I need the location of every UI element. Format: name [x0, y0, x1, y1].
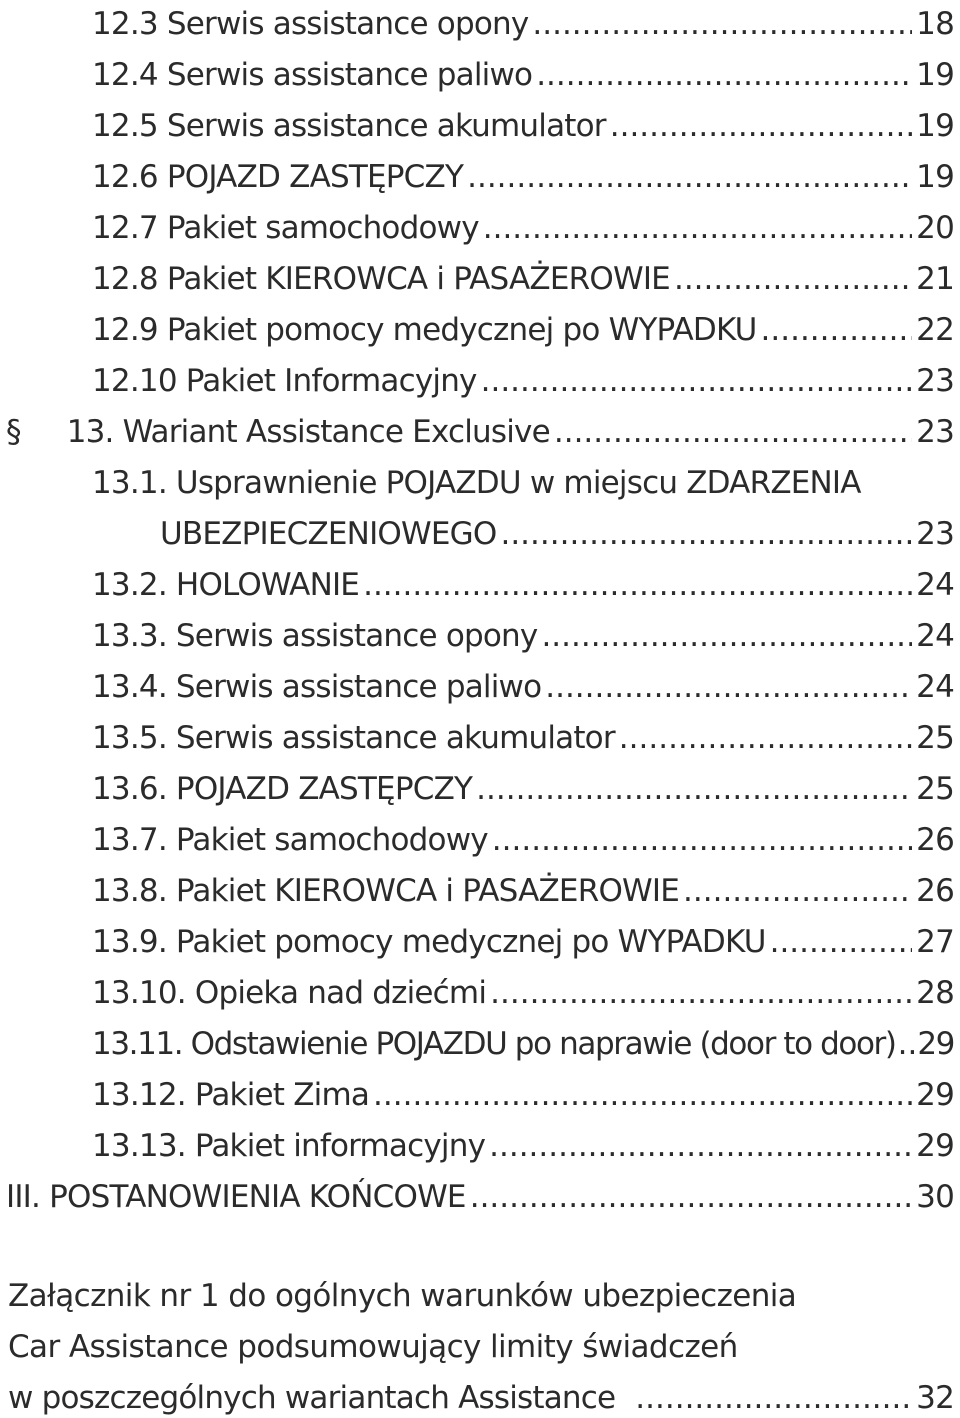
toc-entry-page: 24 — [916, 618, 954, 654]
toc-entry[interactable] — [6, 1167, 954, 1217]
toc-entry-label: 12.4 Serwis assistance paliwo — [92, 57, 533, 93]
toc-entry[interactable] — [92, 861, 954, 911]
toc-entry-page: 23 — [916, 363, 954, 399]
leader-dots — [492, 820, 912, 860]
leader-dots — [683, 871, 912, 911]
toc-entry-page: 27 — [916, 924, 954, 960]
toc-entry-label: 13.7. Pakiet samochodowy — [92, 822, 488, 858]
toc-entry-page: 29 — [917, 1026, 954, 1062]
toc-entry[interactable] — [92, 147, 954, 197]
toc-entry-page: 19 — [916, 57, 954, 93]
toc-entry[interactable] — [92, 1065, 954, 1115]
toc-entry-page: 24 — [916, 567, 954, 603]
leader-dots — [619, 718, 912, 758]
toc-entry-label: 12.8 Pakiet KIEROWCA i PASAŻEROWIE — [92, 261, 670, 297]
leader-dots — [674, 259, 912, 299]
annex-entry[interactable] — [8, 1368, 954, 1418]
toc-entry-label: 12.9 Pakiet pomocy medycznej po WYPADKU — [92, 312, 757, 348]
leader-dots — [483, 208, 912, 248]
toc-entry[interactable] — [92, 759, 954, 809]
toc-entry-label: 13.4. Serwis assistance paliwo — [92, 669, 542, 705]
leader-dots — [476, 769, 912, 809]
toc-entry-label: 12.3 Serwis assistance opony — [92, 6, 529, 42]
toc-entry[interactable] — [92, 0, 954, 44]
toc-entry-page: 28 — [916, 975, 954, 1011]
toc-entry-page: 25 — [916, 771, 954, 807]
toc-entry-label: 13.11. Odstawienie POJAZDU po naprawie (door to door) — [92, 1026, 896, 1062]
toc-entry-page: 29 — [916, 1128, 954, 1164]
toc-entry-page: 29 — [916, 1077, 954, 1113]
leader-dots — [490, 973, 912, 1013]
toc-entry-label: 13.1. Usprawnienie POJAZDU w miejscu ZDARZENIA — [92, 465, 861, 501]
toc-entry-label: 13.6. POJAZD ZASTĘPCZY — [92, 771, 473, 807]
leader-dots — [481, 361, 913, 401]
leader-dots — [610, 106, 912, 146]
toc-entry[interactable] — [92, 810, 954, 860]
toc-entry-label: 13.12. Pakiet Zima — [92, 1077, 370, 1113]
leader-dots — [554, 412, 912, 452]
toc-entry-first-line[interactable] — [92, 453, 861, 503]
toc-entry-page: 18 — [916, 6, 954, 42]
toc-entry-label: 13.8. Pakiet KIEROWCA i PASAŻEROWIE — [92, 873, 680, 909]
leader-dots — [545, 667, 912, 707]
toc-entry-continuation[interactable] — [160, 504, 954, 554]
toc-entry-label: 13.13. Pakiet informacyjny — [92, 1128, 486, 1164]
toc-entry[interactable] — [92, 351, 954, 401]
toc-entry-label: UBEZPIECZENIOWEGO — [160, 516, 497, 552]
toc-entry-label: 13.9. Pakiet pomocy medycznej po WYPADKU — [92, 924, 766, 960]
leader-dots — [541, 616, 912, 656]
toc-entry-label: III. POSTANOWIENIA KOŃCOWE — [6, 1179, 466, 1215]
toc-entry[interactable] — [92, 198, 954, 248]
toc-entry-page: 30 — [916, 1179, 954, 1215]
toc-entry-label: 12.5 Serwis assistance akumulator — [92, 108, 606, 144]
toc-entry[interactable] — [92, 963, 954, 1013]
toc-entry[interactable] — [92, 657, 954, 707]
toc-entry[interactable] — [92, 96, 954, 146]
annex-title-line-2 — [8, 1317, 738, 1367]
toc-entry[interactable] — [92, 606, 954, 656]
leader-dots — [761, 310, 913, 350]
toc-entry-page: 24 — [916, 669, 954, 705]
toc-entry-label: w poszczególnych wariantach Assistance — [8, 1380, 616, 1416]
toc-entry[interactable] — [92, 1116, 954, 1166]
toc-entry-label: 12.10 Pakiet Informacyjny — [92, 363, 477, 399]
annex-text: Załącznik nr 1 do ogólnych warunków ubezpieczenia — [8, 1278, 797, 1314]
toc-entry[interactable] — [92, 249, 954, 299]
toc-entry-page: 22 — [916, 312, 954, 348]
toc-entry-page: 23 — [916, 516, 954, 552]
toc-entry-page: 20 — [916, 210, 954, 246]
toc-entry-label: 12.7 Pakiet samochodowy — [92, 210, 479, 246]
leader-dots — [898, 1024, 916, 1064]
toc-entry-page: 26 — [916, 873, 954, 909]
leader-dots — [770, 922, 913, 962]
toc-entry-page: 21 — [916, 261, 954, 297]
toc-entry-page: 19 — [916, 159, 954, 195]
toc-entry[interactable] — [92, 300, 954, 350]
toc-entry-page: 32 — [916, 1380, 954, 1416]
leader-dots — [467, 157, 912, 197]
toc-entry-label: 13. Wariant Assistance Exclusive — [66, 414, 550, 450]
toc-entry-label: 13.5. Serwis assistance akumulator — [92, 720, 615, 756]
toc-entry-label: 13.3. Serwis assistance opony — [92, 618, 538, 654]
toc-entry[interactable] — [92, 1014, 954, 1064]
annex-text: Car Assistance podsumowujący limity świadczeń — [8, 1329, 738, 1365]
toc-entry[interactable] — [92, 45, 954, 95]
toc-entry-page: 25 — [916, 720, 954, 756]
toc-entry-page: 23 — [916, 414, 954, 450]
toc-entry-label: 13.10. Opieka nad dziećmi — [92, 975, 487, 1011]
annex-title-line-1 — [8, 1266, 796, 1316]
toc-section-entry[interactable] — [6, 402, 954, 452]
leader-dots — [532, 4, 912, 44]
toc-entry-page: 19 — [916, 108, 954, 144]
section-sign: § — [6, 414, 21, 450]
toc-entry-label: 13.2. HOLOWANIE — [92, 567, 360, 603]
toc-entry-page: 26 — [916, 822, 954, 858]
toc-entry[interactable] — [92, 555, 954, 605]
leader-dots — [373, 1075, 912, 1115]
toc-entry-label: 12.6 POJAZD ZASTĘPCZY — [92, 159, 464, 195]
toc-entry[interactable] — [92, 912, 954, 962]
toc-entry[interactable] — [92, 708, 954, 758]
leader-dots — [500, 514, 912, 554]
leader-dots — [536, 55, 912, 95]
leader-dots — [470, 1177, 912, 1217]
leader-dots — [363, 565, 912, 605]
leader-dots — [489, 1126, 912, 1166]
leader-dots — [635, 1378, 912, 1418]
